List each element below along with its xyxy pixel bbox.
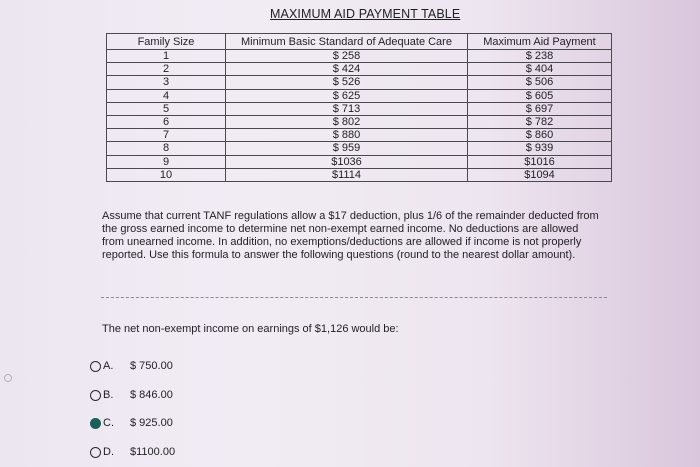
family-size-cell: 4 [107, 89, 226, 102]
option-value: $1100.00 [130, 446, 176, 458]
minimum-standard-cell: $ 258 [226, 50, 468, 63]
header-family-size: Family Size [107, 34, 226, 50]
header-maximum-aid: Maximum Aid Payment [468, 34, 612, 50]
maximum-aid-cell: $ 404 [468, 63, 612, 76]
family-size-cell: 1 [107, 50, 226, 63]
family-size-cell: 6 [107, 115, 226, 128]
option-value: $ 925.00 [130, 417, 173, 429]
radio-button-icon[interactable] [90, 447, 101, 458]
margin-circle-icon [4, 374, 12, 382]
minimum-standard-cell: $ 713 [226, 102, 468, 115]
option-value: $ 846.00 [130, 389, 173, 401]
maximum-aid-cell: $ 605 [468, 89, 612, 102]
table-row [107, 142, 612, 155]
maximum-aid-cell: $ 238 [468, 50, 612, 63]
maximum-aid-cell: $1094 [468, 168, 612, 181]
minimum-standard-cell: $ 959 [226, 142, 468, 155]
minimum-standard-cell: $1036 [226, 155, 468, 168]
instructions-text: Assume that current TANF regulations allow a $17 deduction, plus 1/6 of the remainder deducted from the gross earned income to determine net non-exempt earned income. No deductions are allowed from unearned income. In addition, no exemptions/deductions are allowed if income is not properly reported. Use this formula to answer the following questions (round to the nearest dollar amount). [102, 210, 599, 261]
table-row [107, 168, 612, 181]
option-letter: A. [103, 360, 114, 372]
minimum-standard-cell: $ 526 [226, 76, 468, 89]
minimum-standard-cell: $ 424 [226, 63, 468, 76]
page-title: MAXIMUM AID PAYMENT TABLE [270, 7, 461, 21]
family-size-cell: 5 [107, 102, 226, 115]
minimum-standard-cell: $ 880 [226, 129, 468, 142]
radio-button-selected-icon[interactable] [90, 418, 101, 429]
maximum-aid-cell: $ 697 [468, 102, 612, 115]
radio-button-icon[interactable] [90, 390, 101, 401]
maximum-aid-cell: $ 506 [468, 76, 612, 89]
option-letter: C. [103, 417, 114, 429]
option-a[interactable] [90, 360, 173, 372]
table-row [107, 155, 612, 168]
minimum-standard-cell: $ 625 [226, 89, 468, 102]
table-row [107, 129, 612, 142]
question-text: The net non-exempt income on earnings of $1,126 would be: [102, 323, 399, 335]
maximum-aid-cell: $ 860 [468, 129, 612, 142]
option-b[interactable] [90, 389, 173, 401]
option-d[interactable] [90, 446, 175, 458]
family-size-cell: 8 [107, 142, 226, 155]
maximum-aid-cell: $ 782 [468, 115, 612, 128]
option-letter: B. [103, 389, 114, 401]
option-value: $ 750.00 [130, 360, 173, 372]
family-size-cell: 2 [107, 63, 226, 76]
option-letter: D. [103, 446, 114, 458]
family-size-cell: 10 [107, 168, 226, 181]
family-size-cell: 3 [107, 76, 226, 89]
table-row [107, 63, 612, 76]
table-row [107, 115, 612, 128]
family-size-cell: 9 [107, 155, 226, 168]
table-header-row [107, 34, 612, 50]
aid-payment-table [106, 33, 612, 182]
table-row [107, 89, 612, 102]
maximum-aid-cell: $1016 [468, 155, 612, 168]
radio-button-icon[interactable] [90, 361, 101, 372]
maximum-aid-cell: $ 939 [468, 142, 612, 155]
header-minimum-standard: Minimum Basic Standard of Adequate Care [226, 34, 468, 50]
family-size-cell: 7 [107, 129, 226, 142]
minimum-standard-cell: $ 802 [226, 115, 468, 128]
option-c[interactable] [90, 417, 173, 429]
section-divider [101, 297, 607, 298]
table-row [107, 102, 612, 115]
minimum-standard-cell: $1114 [226, 168, 468, 181]
table-row [107, 50, 612, 63]
table-row [107, 76, 612, 89]
